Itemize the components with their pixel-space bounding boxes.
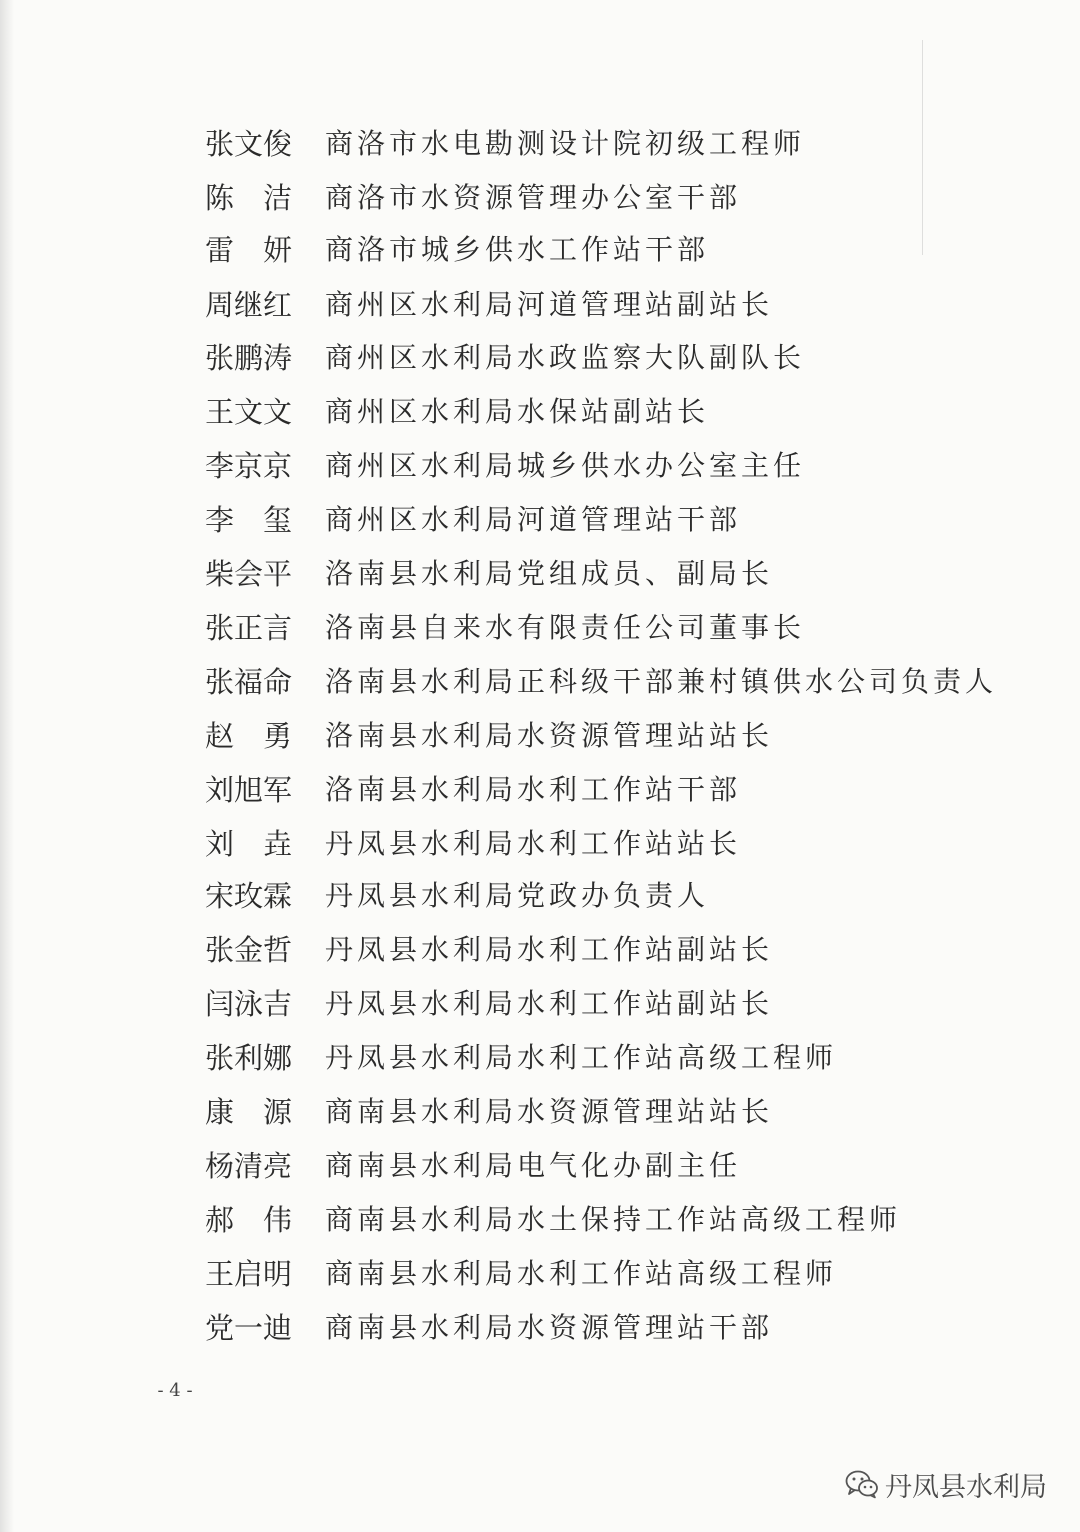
person-title: 商州区水利局河道管理站副站长	[325, 288, 774, 321]
list-item	[0, 1304, 1000, 1352]
list-item	[0, 550, 1000, 598]
list-item	[0, 712, 1000, 760]
person-name: 刘旭军	[205, 773, 293, 807]
list-item	[0, 174, 1000, 222]
person-name: 党一迪	[205, 1311, 293, 1345]
person-name: 李京京	[205, 449, 293, 483]
list-item	[0, 604, 1000, 652]
person-title: 商洛市城乡供水工作站干部	[325, 233, 710, 266]
person-name: 雷 妍	[205, 233, 293, 267]
list-item	[0, 496, 1000, 544]
person-title: 丹凤县水利局党政办负责人	[325, 879, 710, 912]
list-item	[0, 926, 1000, 974]
person-name: 康 源	[205, 1095, 293, 1129]
person-name: 王文文	[205, 395, 293, 429]
person-name: 王启明	[205, 1257, 293, 1291]
list-item	[0, 226, 1000, 274]
list-item	[0, 872, 1000, 920]
list-item	[0, 334, 1000, 382]
person-title: 商州区水利局水政监察大队副队长	[325, 341, 806, 374]
person-title: 商州区水利局水保站副站长	[325, 395, 710, 428]
person-name: 李 玺	[205, 503, 293, 537]
person-title: 商南县水利局水利工作站高级工程师	[325, 1257, 838, 1290]
person-name: 宋玫霖	[205, 879, 293, 913]
person-title: 丹凤县水利局水利工作站副站长	[325, 933, 774, 966]
person-title: 洛南县水利局党组成员、副局长	[325, 557, 774, 590]
watermark-label: 丹凤县水利局	[885, 1471, 1047, 1502]
list-item	[0, 281, 1000, 329]
person-name: 张利娜	[205, 1041, 293, 1075]
list-item	[0, 1088, 1000, 1136]
person-name: 郝 伟	[205, 1203, 293, 1237]
list-item	[0, 1034, 1000, 1082]
person-title: 商南县水利局电气化办副主任	[325, 1149, 742, 1182]
person-title: 洛南县水利局水利工作站干部	[325, 773, 742, 806]
person-title: 商洛市水资源管理办公室干部	[325, 181, 742, 214]
person-title: 丹凤县水利局水利工作站站长	[325, 827, 742, 860]
list-item	[0, 442, 1000, 490]
person-title: 洛南县水利局水资源管理站站长	[325, 719, 774, 752]
wechat-watermark	[845, 1462, 1047, 1506]
list-item	[0, 1142, 1000, 1190]
person-title: 丹凤县水利局水利工作站高级工程师	[325, 1041, 838, 1074]
list-item	[0, 1250, 1000, 1298]
wechat-icon	[845, 1469, 879, 1499]
person-name: 刘 垚	[205, 827, 293, 861]
person-title: 商州区水利局河道管理站干部	[325, 503, 742, 536]
person-title: 商州区水利局城乡供水办公室主任	[325, 449, 806, 482]
person-title: 商南县水利局水土保持工作站高级工程师	[325, 1203, 902, 1236]
person-name: 张鹏涛	[205, 341, 293, 375]
person-title: 洛南县自来水有限责任公司董事长	[325, 611, 806, 644]
list-item	[0, 1196, 1000, 1244]
person-title: 商洛市水电勘测设计院初级工程师	[325, 127, 806, 160]
person-name: 赵 勇	[205, 719, 293, 753]
list-item	[0, 658, 1000, 706]
list-item	[0, 388, 1000, 436]
person-name: 杨清亮	[205, 1149, 293, 1183]
person-name: 张文俊	[205, 127, 293, 161]
page-number: - 4 -	[157, 1380, 193, 1401]
person-title: 丹凤县水利局水利工作站副站长	[325, 987, 774, 1020]
person-name: 张正言	[205, 611, 293, 645]
person-title: 商南县水利局水资源管理站干部	[325, 1311, 774, 1344]
person-title: 洛南县水利局正科级干部兼村镇供水公司负责人	[325, 665, 998, 698]
person-name: 张福命	[205, 665, 293, 699]
person-name: 闫泳吉	[205, 987, 293, 1021]
person-name: 周继红	[205, 288, 293, 322]
list-item	[0, 766, 1000, 814]
list-item	[0, 820, 1000, 868]
person-name: 陈 洁	[205, 181, 293, 215]
list-item	[0, 980, 1000, 1028]
person-title: 商南县水利局水资源管理站站长	[325, 1095, 774, 1128]
list-item	[0, 120, 1000, 168]
person-name: 张金哲	[205, 933, 293, 967]
person-name: 柴会平	[205, 557, 293, 591]
